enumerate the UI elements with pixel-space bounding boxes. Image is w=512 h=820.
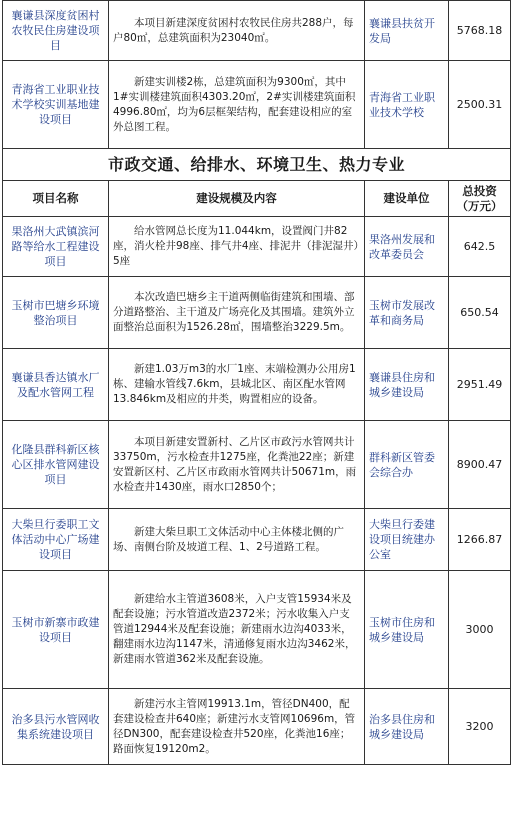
project-description: 新建大柴旦职工文体活动中心主体楼北侧的广场、南侧台阶及坡道工程、1、2号道路工程。 [109,509,365,571]
total-investment: 8900.47 [449,421,511,509]
total-investment: 1266.87 [449,509,511,571]
total-investment: 5768.18 [449,1,511,61]
header-row [3,181,511,217]
project-name: 果洛州大武镇滨河路等给水工程建设项目 [3,217,109,277]
section-title: 市政交通、给排水、环境卫生、热力专业 [3,149,511,181]
project-name: 青海省工业职业技术学校实训基地建设项目 [3,61,109,149]
table-row [3,61,511,149]
project-table-container [2,0,510,765]
total-investment: 650.54 [449,277,511,349]
table-row [3,349,511,421]
header-description: 建设规模及内容 [109,181,365,217]
project-description: 新建给水主管道3608米，入户支管15934米及配套设施；污水管道改造2372米；污水收集入户支管道12944米及配套设施；新建雨水边沟4033米，翻建雨水边沟1147米，清通修复雨水边沟3462米，新建雨水管道362米及配套设施。 [109,571,365,689]
project-description: 本项目新建深度贫困村农牧民住房共288户，每户80㎡，总建筑面积为23040㎡。 [109,1,365,61]
project-table [2,0,511,765]
construction-unit: 治多县住房和城乡建设局 [365,689,449,765]
total-investment: 2951.49 [449,349,511,421]
construction-unit: 群科新区管委会综合办 [365,421,449,509]
construction-unit: 果洛州发展和改革委员会 [365,217,449,277]
table-row [3,571,511,689]
table-row [3,689,511,765]
project-description: 新建实训楼2栋，总建筑面积为9300㎡，其中1#实训楼建筑面积4303.20㎡，2#实训楼建筑面积4996.80㎡，均为6层框架结构，配套建设相应的室外总图工程。 [109,61,365,149]
construction-unit: 大柴旦行委建设项目统建办公室 [365,509,449,571]
table-row [3,217,511,277]
construction-unit: 襄谦县住房和城乡建设局 [365,349,449,421]
total-investment: 2500.31 [449,61,511,149]
project-name: 玉树市新寨市政建设项目 [3,571,109,689]
construction-unit: 玉树市住房和城乡建设局 [365,571,449,689]
total-investment: 3000 [449,571,511,689]
project-description: 本项目新建安置新村、乙片区市政污水管网共计33750m，污水检查井1275座，化粪池22座；新建安置新区村、乙片区市政雨水管网共计50671m，雨水检查井1430座，雨水口2850个； [109,421,365,509]
table-row [3,421,511,509]
total-investment: 3200 [449,689,511,765]
table-row [3,277,511,349]
project-name: 治多县污水管网收集系统建设项目 [3,689,109,765]
total-investment: 642.5 [449,217,511,277]
project-name: 襄谦县深度贫困村农牧民住房建设项目 [3,1,109,61]
project-description: 新建1.03万m3的水厂1座、末端检测办公用房1栋、建输水管线7.6km，县城北区、南区配水管网13.846km及相应的井类，购置相应的设备。 [109,349,365,421]
project-description: 新建污水主管网19913.1m，管径DN400，配套建设检查井640座；新建污水支管网10696m，管径DN300，配套建设检查井520座，化粪池16座；路面恢复19120m2。 [109,689,365,765]
project-name: 襄谦县香达镇水厂及配水管网工程 [3,349,109,421]
table-row [3,1,511,61]
section-row [3,149,511,181]
project-name: 玉树市巴塘乡环境整治项目 [3,277,109,349]
header-project-name: 项目名称 [3,181,109,217]
construction-unit: 青海省工业职业技术学校 [365,61,449,149]
construction-unit: 玉树市发展改革和商务局 [365,277,449,349]
project-name: 化隆县群科新区核心区排水管网建设项目 [3,421,109,509]
header-investment: 总投资（万元） [449,181,511,217]
header-unit: 建设单位 [365,181,449,217]
project-description: 本次改造巴塘乡主干道两侧临街建筑和围墙、部分道路整治、主干道及广场亮化及其围墙。建筑外立面整治总面积为1526.28㎡，围墙整治3229.5m。 [109,277,365,349]
project-name: 大柴旦行委职工文体活动中心广场建设项目 [3,509,109,571]
table-row [3,509,511,571]
project-description: 给水管网总长度为11.044km，设置阀门井82座，消火栓井98座、排气井4座、排泥井（排泥湿井）5座 [109,217,365,277]
construction-unit: 襄谦县扶贫开发局 [365,1,449,61]
